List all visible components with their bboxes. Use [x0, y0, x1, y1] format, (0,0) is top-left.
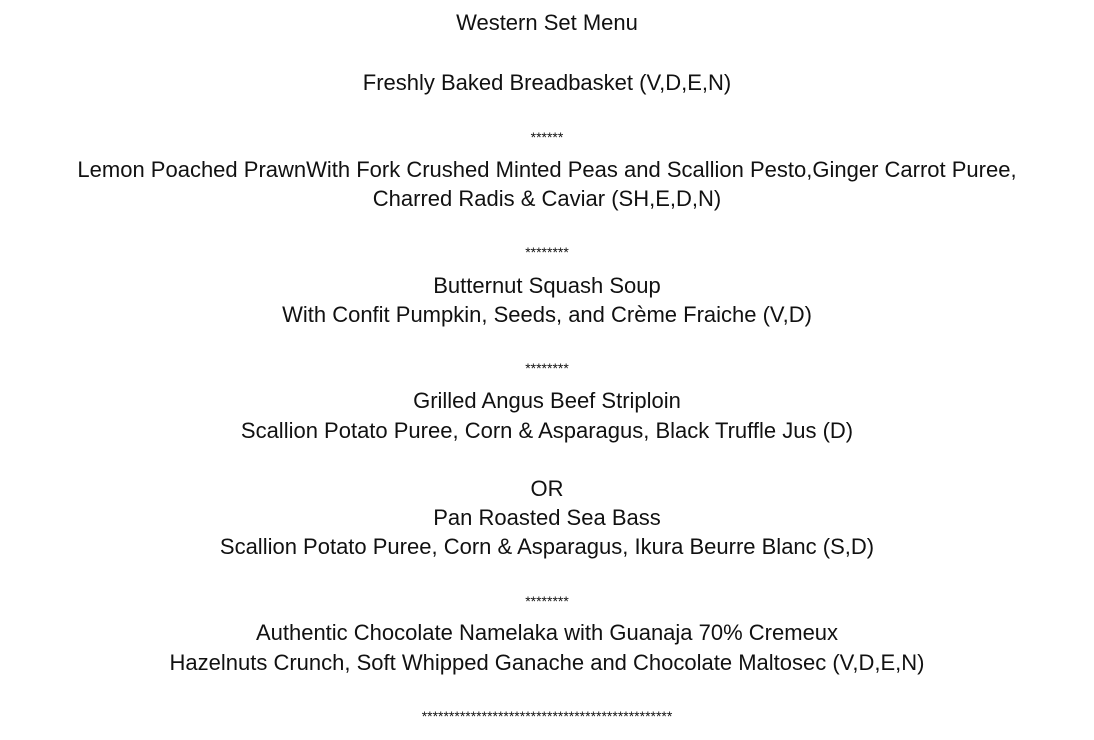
menu-end-separator: ********************************************** [421, 708, 673, 724]
course-starter-line-1: Lemon Poached PrawnWith Fork Crushed Minted Peas and Scallion Pesto,Ginger Carrot Puree, [77, 157, 1017, 182]
menu-title: Western Set Menu [456, 10, 638, 35]
course-main-1-description: Scallion Potato Puree, Corn & Asparagus, Black Truffle Jus (D) [240, 418, 854, 443]
course-bread: Freshly Baked Breadbasket (V,D,E,N) [362, 70, 732, 95]
course-separator: ****** [530, 129, 564, 145]
course-dessert-title: Authentic Chocolate Namelaka with Guanaja 70% Cremeux [255, 620, 839, 645]
course-separator: ******** [525, 360, 569, 376]
course-soup-title: Butternut Squash Soup [433, 273, 661, 298]
course-main-1-title: Grilled Angus Beef Striploin [413, 388, 681, 413]
course-dessert-description: Hazelnuts Crunch, Soft Whipped Ganache and Chocolate Maltosec (V,D,E,N) [169, 650, 925, 675]
course-soup-description: With Confit Pumpkin, Seeds, and Crème Fraiche (V,D) [282, 302, 812, 327]
course-main-2-title: Pan Roasted Sea Bass [433, 505, 661, 530]
course-or-label: OR [530, 476, 564, 501]
course-separator: ******** [525, 244, 569, 260]
course-main-2-description: Scallion Potato Puree, Corn & Asparagus, Ikura Beurre Blanc (S,D) [219, 534, 875, 559]
course-separator: ******** [525, 593, 569, 609]
course-starter-line-2: Charred Radis & Caviar (SH,E,D,N) [372, 186, 722, 211]
